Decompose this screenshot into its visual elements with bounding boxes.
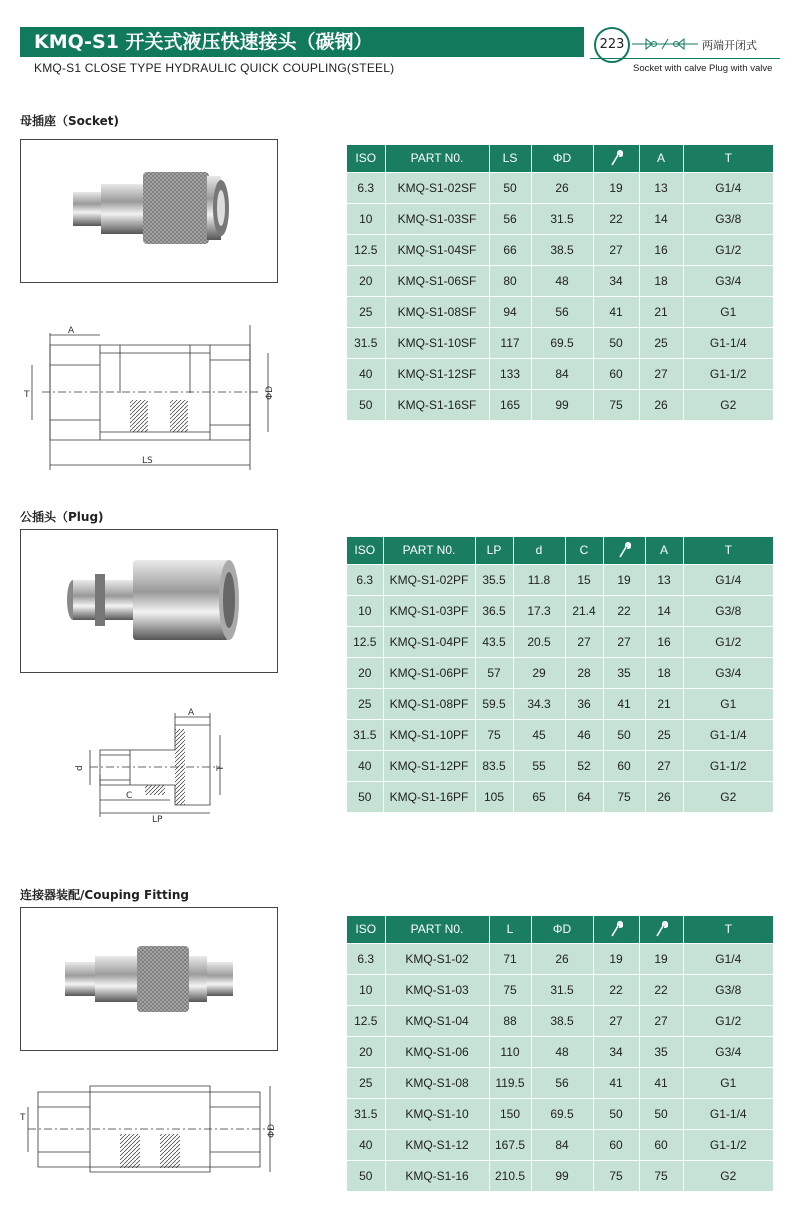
table-cell: 25 bbox=[347, 1067, 385, 1098]
table-cell: KMQ-S1-16 bbox=[385, 1160, 489, 1191]
table-cell: 75 bbox=[489, 974, 531, 1005]
socket-dim-t: T bbox=[24, 390, 30, 400]
table-cell: 84 bbox=[531, 1129, 593, 1160]
table-cell: 25 bbox=[639, 327, 683, 358]
table-row bbox=[347, 389, 773, 420]
table-cell: 13 bbox=[639, 172, 683, 203]
table-cell: 15 bbox=[565, 564, 603, 595]
table-row bbox=[347, 974, 773, 1005]
table-cell: 10 bbox=[347, 203, 385, 234]
plug-technical-drawing bbox=[60, 705, 230, 825]
plug-section-title: 公插头（Plug) bbox=[20, 510, 104, 524]
table-cell: 16 bbox=[639, 234, 683, 265]
table-cell: 21.4 bbox=[565, 595, 603, 626]
table-row bbox=[347, 595, 773, 626]
table-cell: 26 bbox=[645, 781, 683, 812]
table-cell: 52 bbox=[565, 750, 603, 781]
table-cell: 36.5 bbox=[475, 595, 513, 626]
plug-dim-a: A bbox=[188, 708, 195, 718]
table-cell: G3/4 bbox=[683, 657, 773, 688]
table-cell: G1/2 bbox=[683, 1005, 773, 1036]
table-cell: KMQ-S1-02PF bbox=[383, 564, 475, 595]
table-cell: 26 bbox=[639, 389, 683, 420]
table-cell: 66 bbox=[489, 234, 531, 265]
table-header-row bbox=[347, 537, 773, 564]
table-cell: 28 bbox=[565, 657, 603, 688]
table-cell: 80 bbox=[489, 265, 531, 296]
table-row bbox=[347, 719, 773, 750]
table-cell: 16 bbox=[645, 626, 683, 657]
table-cell: 40 bbox=[347, 358, 385, 389]
page-number: 223 bbox=[594, 27, 630, 63]
table-cell: 18 bbox=[639, 265, 683, 296]
table-cell: 50 bbox=[593, 1098, 639, 1129]
table-cell: KMQ-S1-10 bbox=[385, 1098, 489, 1129]
table-cell: G1 bbox=[683, 1067, 773, 1098]
table-cell: 10 bbox=[347, 974, 385, 1005]
table-cell: 99 bbox=[531, 1160, 593, 1191]
socket-dim-d: ΦD bbox=[265, 385, 275, 400]
fitting-spec-table bbox=[347, 916, 773, 1191]
table-cell: 20 bbox=[347, 1036, 385, 1067]
table-cell: 48 bbox=[531, 265, 593, 296]
table-cell: KMQ-S1-04SF bbox=[385, 234, 489, 265]
fitting-photo bbox=[20, 907, 278, 1051]
table-cell: 41 bbox=[593, 1067, 639, 1098]
table-cell: 50 bbox=[347, 1160, 385, 1191]
table-cell: 75 bbox=[639, 1160, 683, 1191]
plug-spec-table bbox=[347, 537, 773, 812]
table-cell: 31.5 bbox=[347, 327, 385, 358]
col-header: LP bbox=[475, 537, 513, 564]
table-cell: KMQ-S1-16SF bbox=[385, 389, 489, 420]
table-cell: KMQ-S1-02 bbox=[385, 943, 489, 974]
plug-dim-lp: LP bbox=[152, 815, 163, 825]
col-header: PART N0. bbox=[383, 537, 475, 564]
socket-spec-table bbox=[347, 145, 773, 420]
table-row bbox=[347, 1005, 773, 1036]
fitting-section-title: 连接器装配/Couping Fitting bbox=[20, 888, 190, 902]
table-cell: 22 bbox=[593, 203, 639, 234]
table-cell: 69.5 bbox=[531, 327, 593, 358]
table-cell: 22 bbox=[603, 595, 645, 626]
table-cell: 21 bbox=[639, 296, 683, 327]
table-cell: G1-1/2 bbox=[683, 1129, 773, 1160]
table-cell: 94 bbox=[489, 296, 531, 327]
table-cell: 167.5 bbox=[489, 1129, 531, 1160]
table-cell: G1-1/4 bbox=[683, 1098, 773, 1129]
table-cell: 31.5 bbox=[531, 974, 593, 1005]
table-cell: KMQ-S1-04 bbox=[385, 1005, 489, 1036]
socket-technical-drawing bbox=[20, 325, 282, 470]
table-cell: 10 bbox=[347, 595, 383, 626]
socket-dim-ls: LS bbox=[142, 456, 153, 466]
table-cell: 34 bbox=[593, 265, 639, 296]
table-cell: 26 bbox=[531, 172, 593, 203]
table-row bbox=[347, 626, 773, 657]
table-cell: 75 bbox=[475, 719, 513, 750]
table-row bbox=[347, 234, 773, 265]
table-cell: 210.5 bbox=[489, 1160, 531, 1191]
table-cell: 27 bbox=[639, 1005, 683, 1036]
table-cell: G1 bbox=[683, 296, 773, 327]
table-cell: G2 bbox=[683, 781, 773, 812]
table-cell: G3/4 bbox=[683, 265, 773, 296]
table-header-row bbox=[347, 145, 773, 172]
page-subtitle: KMQ-S1 CLOSE TYPE HYDRAULIC QUICK COUPLING(STEEL) bbox=[34, 61, 395, 75]
table-cell: 56 bbox=[531, 1067, 593, 1098]
table-cell: 20.5 bbox=[513, 626, 565, 657]
table-cell: 40 bbox=[347, 1129, 385, 1160]
table-cell: 60 bbox=[603, 750, 645, 781]
table-cell: 110 bbox=[489, 1036, 531, 1067]
table-cell: 25 bbox=[645, 719, 683, 750]
table-cell: G1-1/2 bbox=[683, 358, 773, 389]
table-row bbox=[347, 172, 773, 203]
table-cell: 20 bbox=[347, 657, 383, 688]
table-row bbox=[347, 657, 773, 688]
col-header: ΦD bbox=[531, 916, 593, 943]
wrench-icon bbox=[603, 537, 645, 564]
table-cell: 31.5 bbox=[347, 1098, 385, 1129]
table-row bbox=[347, 1129, 773, 1160]
table-cell: 19 bbox=[593, 172, 639, 203]
table-cell: KMQ-S1-12SF bbox=[385, 358, 489, 389]
table-cell: KMQ-S1-03 bbox=[385, 974, 489, 1005]
table-cell: 14 bbox=[639, 203, 683, 234]
table-cell: G3/8 bbox=[683, 974, 773, 1005]
table-cell: 36 bbox=[565, 688, 603, 719]
table-cell: 55 bbox=[513, 750, 565, 781]
table-cell: 27 bbox=[639, 358, 683, 389]
table-cell: 34 bbox=[593, 1036, 639, 1067]
table-cell: 56 bbox=[531, 296, 593, 327]
fitting-dim-t: T bbox=[20, 1113, 26, 1123]
table-cell: KMQ-S1-08PF bbox=[383, 688, 475, 719]
header-divider bbox=[590, 58, 780, 59]
table-cell: 21 bbox=[645, 688, 683, 719]
col-header: ISO bbox=[347, 537, 383, 564]
fitting-dim-d: ΦD bbox=[267, 1123, 277, 1138]
table-cell: 27 bbox=[645, 750, 683, 781]
table-cell: KMQ-S1-06SF bbox=[385, 265, 489, 296]
table-cell: G3/8 bbox=[683, 595, 773, 626]
table-cell: KMQ-S1-10SF bbox=[385, 327, 489, 358]
table-cell: 83.5 bbox=[475, 750, 513, 781]
table-cell: G1 bbox=[683, 688, 773, 719]
table-cell: G1/4 bbox=[683, 564, 773, 595]
table-cell: 35 bbox=[603, 657, 645, 688]
table-cell: KMQ-S1-08 bbox=[385, 1067, 489, 1098]
table-cell: KMQ-S1-16PF bbox=[383, 781, 475, 812]
coupling-type-label: 两端开闭式 bbox=[702, 39, 757, 52]
socket-photo bbox=[20, 139, 278, 283]
table-header-row bbox=[347, 916, 773, 943]
table-cell: KMQ-S1-12PF bbox=[383, 750, 475, 781]
table-cell: 46 bbox=[565, 719, 603, 750]
table-cell: KMQ-S1-02SF bbox=[385, 172, 489, 203]
table-cell: 20 bbox=[347, 265, 385, 296]
table-cell: 35.5 bbox=[475, 564, 513, 595]
table-cell: G2 bbox=[683, 1160, 773, 1191]
table-row bbox=[347, 943, 773, 974]
table-cell: 165 bbox=[489, 389, 531, 420]
table-cell: 50 bbox=[347, 781, 383, 812]
table-cell: 38.5 bbox=[531, 234, 593, 265]
table-row bbox=[347, 781, 773, 812]
table-cell: 22 bbox=[639, 974, 683, 1005]
plug-dim-c: C bbox=[126, 791, 133, 801]
table-cell: 25 bbox=[347, 296, 385, 327]
table-row bbox=[347, 203, 773, 234]
table-cell: 88 bbox=[489, 1005, 531, 1036]
table-cell: G1/4 bbox=[683, 943, 773, 974]
col-header: T bbox=[683, 537, 773, 564]
col-header: T bbox=[683, 916, 773, 943]
table-cell: 117 bbox=[489, 327, 531, 358]
col-header: A bbox=[639, 145, 683, 172]
col-header: C bbox=[565, 537, 603, 564]
table-cell: 17.3 bbox=[513, 595, 565, 626]
table-cell: KMQ-S1-12 bbox=[385, 1129, 489, 1160]
table-cell: 27 bbox=[565, 626, 603, 657]
table-cell: 119.5 bbox=[489, 1067, 531, 1098]
table-row bbox=[347, 296, 773, 327]
socket-section-title: 母插座（Socket) bbox=[20, 114, 120, 128]
table-cell: 75 bbox=[593, 389, 639, 420]
table-cell: KMQ-S1-03PF bbox=[383, 595, 475, 626]
table-row bbox=[347, 1036, 773, 1067]
table-cell: G1/2 bbox=[683, 626, 773, 657]
table-cell: 19 bbox=[639, 943, 683, 974]
table-cell: KMQ-S1-03SF bbox=[385, 203, 489, 234]
table-cell: 25 bbox=[347, 688, 383, 719]
col-header: T bbox=[683, 145, 773, 172]
table-cell: G1-1/2 bbox=[683, 750, 773, 781]
table-cell: 69.5 bbox=[531, 1098, 593, 1129]
table-row bbox=[347, 327, 773, 358]
table-cell: 71 bbox=[489, 943, 531, 974]
table-cell: 60 bbox=[593, 1129, 639, 1160]
table-row bbox=[347, 265, 773, 296]
table-row bbox=[347, 358, 773, 389]
table-cell: 38.5 bbox=[531, 1005, 593, 1036]
coupling-type-label-en: Socket with calve Plug with valve bbox=[633, 63, 773, 74]
table-cell: 133 bbox=[489, 358, 531, 389]
table-cell: 43.5 bbox=[475, 626, 513, 657]
table-cell: G3/8 bbox=[683, 203, 773, 234]
table-cell: 99 bbox=[531, 389, 593, 420]
plug-dim-d: d bbox=[75, 765, 85, 771]
table-cell: 45 bbox=[513, 719, 565, 750]
table-row bbox=[347, 688, 773, 719]
table-cell: G1/4 bbox=[683, 172, 773, 203]
table-cell: 84 bbox=[531, 358, 593, 389]
table-cell: 64 bbox=[565, 781, 603, 812]
table-cell: KMQ-S1-06PF bbox=[383, 657, 475, 688]
table-cell: KMQ-S1-06 bbox=[385, 1036, 489, 1067]
wrench-icon bbox=[593, 916, 639, 943]
table-cell: 57 bbox=[475, 657, 513, 688]
wrench-icon bbox=[639, 916, 683, 943]
page-title: KMQ-S1 开关式液压快速接头（碳钢） bbox=[34, 31, 373, 53]
table-cell: 41 bbox=[639, 1067, 683, 1098]
table-cell: 59.5 bbox=[475, 688, 513, 719]
col-header: LS bbox=[489, 145, 531, 172]
table-cell: 41 bbox=[593, 296, 639, 327]
table-cell: 6.3 bbox=[347, 564, 383, 595]
socket-dim-a: A bbox=[68, 326, 75, 336]
table-cell: 41 bbox=[603, 688, 645, 719]
table-cell: G1-1/4 bbox=[683, 327, 773, 358]
table-cell: 14 bbox=[645, 595, 683, 626]
table-cell: 150 bbox=[489, 1098, 531, 1129]
table-cell: 26 bbox=[531, 943, 593, 974]
col-header: A bbox=[645, 537, 683, 564]
table-cell: 6.3 bbox=[347, 943, 385, 974]
table-cell: 18 bbox=[645, 657, 683, 688]
table-cell: 13 bbox=[645, 564, 683, 595]
col-header: PART N0. bbox=[385, 916, 489, 943]
table-cell: 6.3 bbox=[347, 172, 385, 203]
table-cell: 50 bbox=[347, 389, 385, 420]
table-cell: 48 bbox=[531, 1036, 593, 1067]
table-cell: 35 bbox=[639, 1036, 683, 1067]
table-cell: 22 bbox=[593, 974, 639, 1005]
table-cell: 27 bbox=[593, 1005, 639, 1036]
table-cell: 50 bbox=[489, 172, 531, 203]
table-row bbox=[347, 1067, 773, 1098]
table-cell: 19 bbox=[593, 943, 639, 974]
table-cell: KMQ-S1-08SF bbox=[385, 296, 489, 327]
wrench-icon bbox=[593, 145, 639, 172]
table-cell: 29 bbox=[513, 657, 565, 688]
table-cell: 12.5 bbox=[347, 626, 383, 657]
table-cell: 60 bbox=[639, 1129, 683, 1160]
table-cell: 56 bbox=[489, 203, 531, 234]
table-cell: 50 bbox=[639, 1098, 683, 1129]
table-row bbox=[347, 750, 773, 781]
table-cell: G3/4 bbox=[683, 1036, 773, 1067]
table-cell: G2 bbox=[683, 389, 773, 420]
table-cell: G1-1/4 bbox=[683, 719, 773, 750]
table-row bbox=[347, 564, 773, 595]
table-cell: 12.5 bbox=[347, 1005, 385, 1036]
table-cell: 19 bbox=[603, 564, 645, 595]
fitting-technical-drawing bbox=[20, 1072, 282, 1182]
table-row bbox=[347, 1160, 773, 1191]
table-cell: 31.5 bbox=[347, 719, 383, 750]
plug-photo bbox=[20, 529, 278, 673]
table-cell: KMQ-S1-04PF bbox=[383, 626, 475, 657]
col-header: PART N0. bbox=[385, 145, 489, 172]
col-header: ΦD bbox=[531, 145, 593, 172]
col-header: d bbox=[513, 537, 565, 564]
table-cell: 27 bbox=[603, 626, 645, 657]
table-cell: 105 bbox=[475, 781, 513, 812]
table-cell: 27 bbox=[593, 234, 639, 265]
table-cell: 75 bbox=[593, 1160, 639, 1191]
table-cell: 65 bbox=[513, 781, 565, 812]
table-cell: 50 bbox=[593, 327, 639, 358]
table-cell: KMQ-S1-10PF bbox=[383, 719, 475, 750]
valve-symbol-icon bbox=[632, 33, 698, 55]
table-cell: 34.3 bbox=[513, 688, 565, 719]
col-header: ISO bbox=[347, 145, 385, 172]
table-cell: 60 bbox=[593, 358, 639, 389]
col-header: ISO bbox=[347, 916, 385, 943]
table-cell: 31.5 bbox=[531, 203, 593, 234]
table-cell: 75 bbox=[603, 781, 645, 812]
table-cell: 11.8 bbox=[513, 564, 565, 595]
table-cell: 50 bbox=[603, 719, 645, 750]
plug-dim-t: T bbox=[216, 765, 226, 771]
table-cell: 40 bbox=[347, 750, 383, 781]
table-row bbox=[347, 1098, 773, 1129]
table-cell: G1/2 bbox=[683, 234, 773, 265]
table-cell: 12.5 bbox=[347, 234, 385, 265]
col-header: L bbox=[489, 916, 531, 943]
